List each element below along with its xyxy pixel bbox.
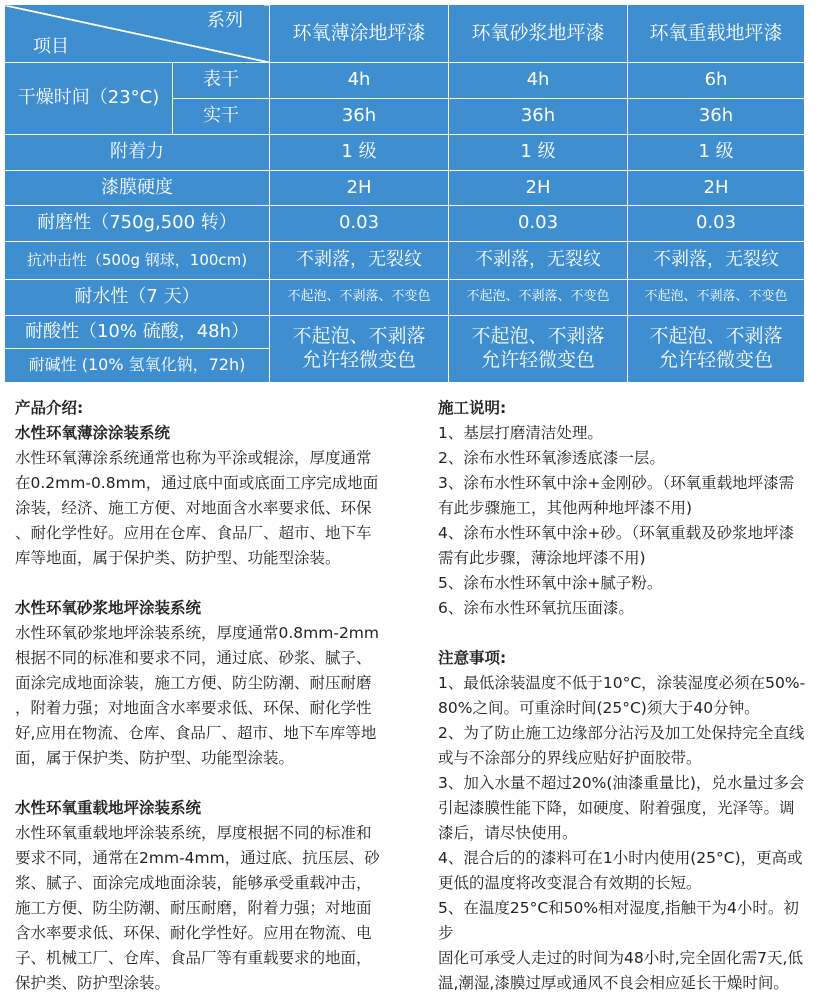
cell-line: 允许轻微变色	[658, 349, 773, 371]
paragraph-line: 1、最低涂装温度不低于10°C，涂装湿度必须在50%-	[438, 674, 806, 692]
table-cell: 0.03	[449, 206, 628, 242]
column-header: 环氧砂浆地坪漆	[449, 5, 628, 63]
drying-time-label: 干燥时间（23°C)	[5, 63, 173, 135]
hardness-label: 漆膜硬度	[5, 171, 270, 206]
paragraph-line: 库等地面，属于保护类、防护型、功能型涂装。	[15, 549, 341, 567]
table-cell: 1 级	[449, 135, 628, 171]
alkali-resistance-label: 耐碱性 (10% 氢氧化钠，72h)	[5, 349, 270, 383]
table-cell: 不起泡、不剥落、不变色	[449, 280, 628, 316]
table-corner-header	[5, 5, 270, 63]
paragraph-line: 施工方便、防尘防潮、耐压耐磨，附着力强；对地面	[15, 899, 372, 917]
table-cell: 2H	[270, 171, 449, 206]
cell-line: 不起泡、不剥落	[471, 325, 605, 348]
table-cell: 4h	[270, 63, 449, 99]
paragraph-line: 水性环氧重载地坪涂装系统，厚度根据不同的标准和	[15, 824, 372, 842]
table-cell: 36h	[449, 99, 628, 135]
table-cell: 2H	[449, 171, 628, 206]
adhesion-label: 附着力	[5, 135, 270, 171]
table-cell: 不起泡、不剥落、不变色	[270, 280, 449, 316]
heavy-duty-title: 水性环氧重载地坪涂装系统	[15, 799, 202, 817]
impact-label: 抗冲击性（500g 钢球，100cm)	[5, 242, 270, 280]
paragraph-line: 1、基层打磨清洁处理。	[438, 424, 603, 442]
intro-heading: 产品介绍:	[15, 399, 84, 417]
table-cell: 2H	[628, 171, 805, 206]
paragraph-line: 漆后，请尽快使用。	[438, 824, 578, 842]
corner-series-label: 系列	[207, 10, 243, 31]
intro-column	[15, 396, 417, 996]
table-cell: 36h	[270, 99, 449, 135]
paragraph-line: 面涂完成地面涂装，施工方便、防尘防潮、耐压耐磨	[15, 674, 372, 692]
column-header: 环氧重载地坪漆	[628, 5, 805, 63]
paragraph-line: 5、涂布水性环氧中涂+腻子粉。	[438, 574, 663, 592]
paragraph-line: 有此步骤施工，其他两种地坪漆不用)	[438, 499, 693, 517]
notes-heading: 注意事项:	[438, 649, 507, 667]
paragraph-line: 要求不同，通常在2mm-4mm，通过底、抗压层、砂	[15, 849, 380, 867]
hard-dry-label: 实干	[173, 99, 270, 135]
corner-item-label: 项目	[33, 36, 69, 58]
paragraph-line: 2、为了防止施工边缘部分沾污及加工处保持完全直线	[438, 724, 805, 742]
table-cell: 0.03	[270, 206, 449, 242]
water-resistance-label: 耐水性（7 天）	[5, 280, 270, 316]
paragraph-line: 含水率要求低、环保、耐化学性好。应用在物流、电	[15, 924, 372, 942]
table-cell: 36h	[628, 99, 805, 135]
cell-line: 允许轻微变色	[480, 349, 595, 371]
cell-line: 不起泡、不剥落	[292, 325, 426, 348]
paragraph-line: 浆、腻子、面涂完成地面涂装，能够承受重载冲击，	[15, 874, 372, 892]
spec-table	[4, 4, 805, 383]
paragraph-line: 引起漆膜性能下降，如硬度、附着强度，光泽等。调	[438, 799, 795, 817]
paragraph-line: 在0.2mm-0.8mm，通过底中面或底面工序完成地面	[15, 474, 379, 492]
table-cell: 不起泡、不剥落、不变色	[628, 280, 805, 316]
paragraph-line: 4、涂布水性环氧中涂+砂。（环氧重载及砂浆地坪漆	[438, 524, 795, 542]
paragraph-line: 水性环氧薄涂系统通常也称为平涂或辊涂，厚度通常	[15, 449, 372, 467]
paragraph-line: 、耐化学性好。应用在仓库、食品厂、超市、地下车	[15, 524, 372, 542]
paragraph-line: 6、涂布水性环氧抗压面漆。	[438, 599, 634, 617]
table-cell: 4h	[449, 63, 628, 99]
paragraph-line: 面，属于保护类、防护型、功能型涂装。	[15, 749, 295, 767]
paragraph-line: 更低的温度将改变混合有效期的长短。	[438, 874, 702, 892]
construction-heading: 施工说明:	[438, 399, 507, 417]
acid-resistance-label: 耐酸性（10% 硫酸，48h）	[5, 316, 270, 349]
table-cell	[628, 316, 805, 383]
surface-dry-label: 表干	[173, 63, 270, 99]
paragraph-line: 固化可承受人走过的时间为48小时,完全固化需7天,低	[438, 949, 803, 967]
paragraph-line: 水性环氧砂浆地坪涂装系统，厚度通常0.8mm-2mm	[15, 624, 380, 642]
table-cell	[270, 316, 449, 383]
paragraph-line: 80%之间。可重涂时间(25°C)须大于40分钟。	[438, 699, 760, 717]
paragraph-line: 5、在温度25°C和50%相对湿度,指触干为4小时。初步	[438, 899, 799, 942]
table-cell: 1 级	[628, 135, 805, 171]
table-cell	[449, 316, 628, 383]
table-cell: 不剥落，无裂纹	[628, 242, 805, 280]
paragraph-line: 4、混合后的的漆料可在1小时内使用(25°C)，更高或	[438, 849, 803, 867]
paragraph-line: 子、机械工厂、仓库、食品厂等有重载要求的地面，	[15, 949, 372, 967]
paragraph-line: 保护类、防护型涂装。	[15, 974, 171, 992]
paragraph-line: 涂装，经济、施工方便、对地面含水率要求低、环保	[15, 499, 372, 517]
paragraph-line: 根据不同的标准和要求不同，通过底、砂浆、腻子、	[15, 649, 372, 667]
mortar-title: 水性环氧砂浆地坪涂装系统	[15, 599, 202, 617]
cell-line: 允许轻微变色	[301, 349, 416, 371]
abrasion-label: 耐磨性（750g,500 转）	[5, 206, 270, 242]
paragraph-line: 好,应用在物流、仓库、食品厂、超市、地下车库等地	[15, 724, 377, 742]
table-cell: 不剥落，无裂纹	[270, 242, 449, 280]
instructions-column	[438, 396, 810, 996]
paragraph-line: ，附着力强；对地面含水率要求低、环保、耐化学性	[15, 699, 372, 717]
paragraph-line: 温,潮湿,漆膜过厚或通风不良会相应延长干燥时间。	[438, 974, 789, 992]
paragraph-line: 或与不涂部分的界线应贴好护面胶带。	[438, 749, 702, 767]
table-cell: 6h	[628, 63, 805, 99]
table-cell: 不剥落，无裂纹	[449, 242, 628, 280]
cell-line: 不起泡、不剥落	[649, 325, 783, 348]
thin-coat-title: 水性环氧薄涂涂装系统	[15, 424, 171, 442]
paragraph-line: 2、涂布水性环氧渗透底漆一层。	[438, 449, 665, 467]
paragraph-line: 需有此步骤，薄涂地坪漆不用)	[438, 549, 646, 567]
table-cell: 0.03	[628, 206, 805, 242]
column-header: 环氧薄涂地坪漆	[270, 5, 449, 63]
table-cell: 1 级	[270, 135, 449, 171]
paragraph-line: 3、加入水量不超过20%(油漆重量比)，兑水量过多会	[438, 774, 805, 792]
paragraph-line: 3、涂布水性环氧中涂+金刚砂。（环氧重载地坪漆需	[438, 474, 795, 492]
